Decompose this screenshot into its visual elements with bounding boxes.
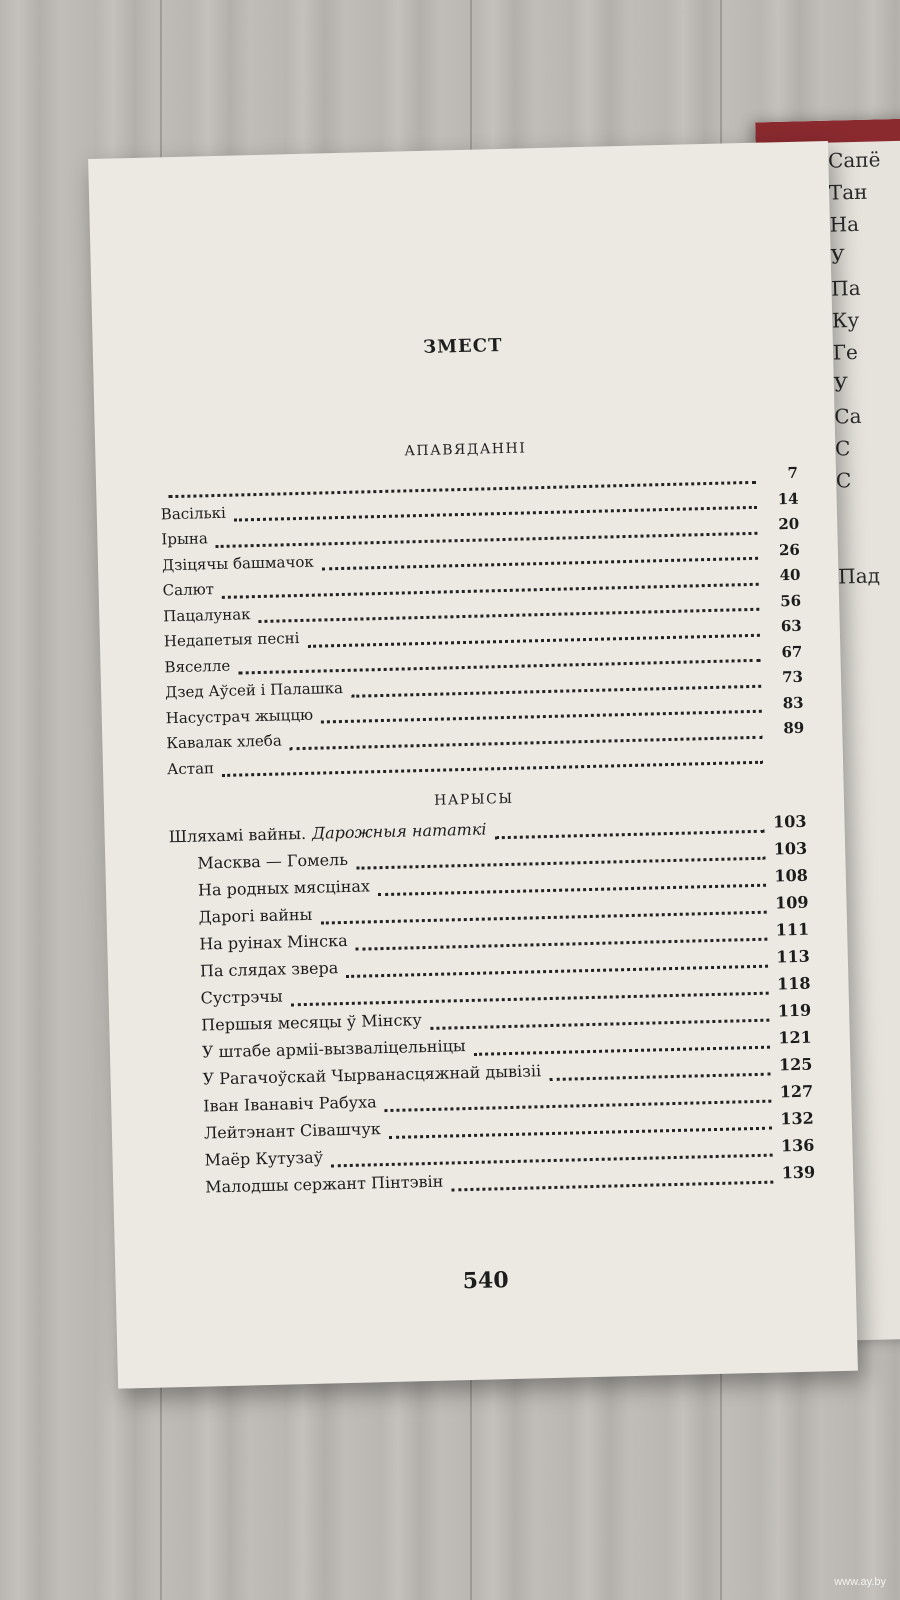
toc-entry-page: 103 [772,811,807,832]
toc-entry-title: Дзіцячы башмачок [161,552,314,574]
toc-entry-title: Кавалак хлеба [166,731,283,753]
toc-entry-title: Малодшы сержант Пінтэвін [205,1171,444,1197]
toc-entry-title: Васількі [160,503,227,523]
toc-entry-title: Ірына [161,529,209,549]
toc-entry-page [771,758,805,759]
toc-entry-title: На родных мясцінах [197,876,371,900]
facing-page-fragment: Сапё [827,147,881,173]
leader-dots [222,760,763,777]
facing-page-fragment: Са [834,403,862,429]
toc-entry-page: 40 [779,565,801,585]
toc-entry-page: 67 [781,642,803,661]
toc-entry-title: Пацалунак [163,604,251,625]
leader-dots [451,1179,773,1191]
page-number: 540 [462,1267,509,1295]
leader-dots [430,1017,769,1029]
toc-entry-title: Першыя месяцы ў Мінску [201,1010,423,1035]
leader-dots [378,882,766,895]
leader-dots [356,936,768,950]
facing-page-fragment: У [833,372,849,397]
toc-entry-title: Іван Іванавіч Рабуха [203,1092,377,1116]
contents-title: ЗМЕСТ [422,334,503,358]
toc-entry-page: 127 [779,1081,814,1102]
toc-entry-title: Насустрач жыццю [165,705,314,727]
toc-entry-page: 118 [776,973,811,994]
leader-dots [549,1071,771,1080]
leader-dots [474,1044,770,1055]
toc-entry-title: Сустрэчы [200,986,283,1008]
toc-entry-page: 125 [778,1054,813,1075]
toc-entry-page: 7 [787,463,799,483]
toc-entry-page: 121 [778,1027,813,1048]
toc-entry-title: Астап [166,758,215,778]
facing-page-fragment: Ку [831,307,860,333]
leader-dots [495,828,765,839]
toc-entry-title: Дарогі вайны [198,904,313,927]
toc-entry-title: Маёр Кутузаў [204,1147,324,1170]
toc-entry-title: Шляхамі вайны. [168,823,307,847]
toc-entry-page: 119 [777,1000,812,1021]
toc-entry-title: Салют [162,580,215,600]
toc-entry-page: 103 [773,838,808,859]
leader-dots [389,1125,772,1138]
toc-entry-title: Вяселле [164,656,231,676]
toc-entry-title: На руінах Мінска [199,930,348,954]
book-page [88,141,858,1389]
toc-entry-title: Масква — Гомель [197,849,349,873]
toc-entry-page: 14 [777,489,799,508]
toc-entry-page: 109 [774,892,809,913]
watermark: www.ay.by [834,1576,886,1588]
essays-list [168,812,815,1205]
facing-page-fragment: Ге [832,339,859,365]
toc-entry-page: 89 [783,718,805,738]
facing-page-fragment: На [829,211,860,237]
toc-entry-page: 73 [781,667,804,687]
stories-list [160,464,805,785]
section-heading-stories: АПАВЯДАННІ [404,440,527,460]
facing-page-fragment: С [835,468,852,493]
toc-entry-title: Дзед Аўсей і Палашка [164,678,344,702]
facing-page-fragment: Тан [828,179,868,205]
toc-entry-page: 26 [778,540,801,559]
toc-entry-subtitle: Дарожныя нататкі [311,819,487,843]
toc-entry-page: 63 [780,616,802,636]
toc-entry-page: 20 [778,514,800,534]
toc-entry-title: У Рагачоўскай Чырванасцяжнай дывізіі [202,1061,542,1089]
toc-entry-page: 108 [774,865,809,886]
toc-entry-title: Недапетыя песні [163,629,300,651]
toc-entry-title: Па слядах звера [199,958,339,981]
toc-entry-page: 132 [780,1108,814,1129]
facing-page-fragment: У [830,244,846,269]
facing-page-fragment: С [834,436,851,461]
leader-dots [356,855,765,869]
toc-entry-title: У штабе арміі-вызваліцельніцы [201,1036,466,1062]
toc-entry-title: Лейтэнант Сівашчук [203,1119,381,1143]
toc-entry-page: 111 [775,919,810,940]
leader-dots [385,1098,772,1111]
toc-entry-page: 136 [780,1135,815,1156]
toc-entry-page: 83 [782,693,804,712]
section-heading-essays: НАРЫСЫ [433,790,514,809]
facing-page-fragment: Пад [837,563,881,589]
facing-page-fragment: Па [830,275,861,301]
toc-entry-page: 113 [776,946,811,967]
toc-entry-page: 139 [781,1162,816,1183]
toc-entry-page: 56 [780,591,802,610]
